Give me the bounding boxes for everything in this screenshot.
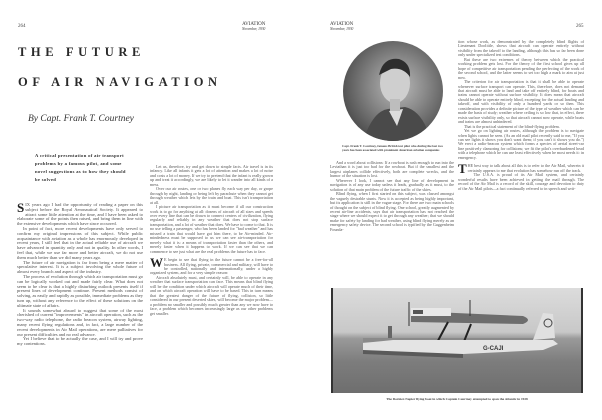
drop-cap: W — [150, 255, 163, 271]
paragraph: The future of air navigation is far from being a mere matter of speculative interest. It is a subject involving the whole future of almost every branch and aspect of the industry. — [17, 259, 143, 275]
article-title-line-1: THE FUTURE — [18, 45, 145, 59]
author-portrait — [343, 41, 443, 141]
masthead-date: November, 1930 — [242, 27, 266, 31]
left-column-1 — [17, 203, 143, 415]
paragraph: That is the practical statement of the blind-flying problem. — [464, 123, 560, 129]
paragraph: Yet I believe that to be actually the case, and I will try and prove my contentions. — [17, 336, 143, 347]
paragraph: The process of evolution through which air transportation must go can be logically worked out and made fairly clear. What does not seem to be clear is that a highly disturbing outlook presents itself if present lines of development continue. Present methods consist of solving, as easily and rapidly as possible, immediate problems as they turn up, without any reference to the effect of these solutions on the ultimate state of affairs. — [17, 273, 143, 308]
plane-caption: The Dornier-Napier flying boat in which Captain Courtney attempted to span the Atlantic in 1928 — [386, 397, 528, 401]
paragraph: Blind flying, when I first started on this subject, was classed amongst the vaguely desirable stunts. Now it is accepted as being highly important, but its application is still in the vague stage. For there are two main schools of thought on the subject of blind flying. One school, greatly augmented by recent air-line accidents, says that air transportation has not reached the stage where we should expect it to get through any weather; that we should make for safety by landing for bad weather, using blind flying merely as an emergency safety device. The second school is typified by the Guggenheim Founda- — [330, 191, 454, 232]
paragraph: In point of fact, more recent developments have only served to confirm my original impressions of this subject. While public acquaintance with aviation as a whole has enormously developed in recent years, I still feel that in the actual reliable use of aircraft we have advanced in quantity only and not in quality. In other words, I feel that, while we use far more and better aircraft, we do not use them much better than we did many years ago. — [17, 225, 143, 260]
page-number-right: 265 — [576, 24, 584, 29]
masthead-right — [330, 23, 353, 31]
paragraph: And a word about collisions: If a rowboat is rash enough to run into the Leviathan it is just too bad for the rowboat. But if the smallest and the largest airplanes collide effectively, both are complete wrecks, and the humor of the situation is lost. — [330, 161, 454, 179]
paragraph: IX years ago I had the opportunity of reading a paper on this subject before the Royal Aeronautical Society. It appeared to attract some little attention at the time, and I have been asked to elaborate some of the points then raised, and bring them in line with the extensive developments which have since occurred. — [17, 203, 143, 227]
drop-cap: T — [458, 161, 467, 177]
flying-boat-photo — [331, 288, 583, 393]
page-number-left: 264 — [18, 24, 26, 29]
paragraph: It sounds somewhat absurd to suggest that some of the most cherished of current "improvements" in aircraft operation, such as the two-way radio telephone, the radio beacon system, airway lighting, many recent flying regulations and, in fact, a large number of the recent developments in Air Mail operations, are mere palliatives for our present difficulties and no real advance. — [17, 307, 143, 337]
paragraph: Over our air routes, one or two planes fly each way per day, or grope through by night, landing or being left by parachute when they cannot get through weather which lets by the train and boat. This isn't transportation at all. — [150, 186, 273, 205]
article-intro: A critical presentation of air transport problems by a famous pilot, and some novel suggestions as to how they should be solved — [35, 153, 126, 182]
right-column-2 — [458, 40, 584, 255]
paragraph: Yet we go on lighting air routes, although the problem is to navigate when lights cannot be seen. (As an old mail pilot recently said to me, "If you can see lights it shows you don't want them; if you can't it shows you do.") We erect a radio-beacon system which forms a species of aerial street-car line positively clamoring for collisions; we fit the pilot's overburdened head with a telephone which he can use least effectively when he most needs it: in emergency. — [458, 128, 584, 160]
paragraph: HE best way to talk about all this is to refer to the Air Mail, wherein it certainly appears to me that evolution has somehow run off the track. — [467, 163, 584, 173]
article-title-line-2: OF AIR NAVIGATION — [18, 75, 222, 89]
masthead-date: November, 1930 — [330, 27, 354, 31]
paragraph: Aircraft absolutely must, and certainly will, be able to operate in any weather that surface transportation can face. This means that blind flying will be the condition under which aircraft will operate much of their time, and on which aircraft operation will have to be based. This in turn means that the greatest danger of the future of flying, collision, so little considered in our present deserted skies, will become the major problem—a problem no smaller and possibly much greater than any we now have to face, a problem which becomes increasingly large as our other problems get smaller. — [150, 274, 273, 316]
paragraph: Wherever I look, I cannot see that any line of development in navigation is of any use today unless it leads, gradually as it must, to the solution of that main problem of the future traffic of the skies. — [330, 177, 454, 192]
paragraph: tion whose work, as demonstrated by the completely blind flights of Lieutenant Doolittle, shows that aircraft can operate entirely without visibility from the takeoff to the landing, although this has so far been done only under specialized test conditions. — [458, 40, 584, 58]
masthead-name: AVIATION — [242, 22, 266, 27]
paragraph: I picture air transportation as it must become if all our construction work is to go for anything at all: dozens of aircraft of all sizes and speeds over every line that can be drawn to connect centers of civilization, flying regularly and reliably in any weather that does not stop surface transportation, and a lot of weather that does. We have to come to that. It is no use telling a passenger, who has been landed for "bad weather" and has missed a train that would have got him there, to be Air-minded. Air-mindedness must be supposed to us we can see air-transportation for merely what it is: a means of transportation faster than the others, and merely faster when it happens to work. If we can see that we can commence to see just what are the real problems the future has to face. — [150, 204, 273, 254]
right-column-1 — [330, 161, 454, 255]
paragraph: But these are two extremes of theory between which the practical working problem gets lost. For the theory of the first school gives up all hope of competitive air transportation pending the perfecting of the work of the second school, and the latter seems to set too high a mark to aim at just now. — [458, 56, 584, 80]
paragraph: The U.S.A. is proud of its Air Mail system, and certainly wonderful results have been achieved in getting the mail through. The record of the Air Mail is a record of the skill, courage and devotion to duty of the Air Mail pilots—a fact continually referred to in speech and writ- — [458, 172, 584, 191]
plane-registration: G-CAJI — [483, 346, 504, 352]
masthead-left — [242, 23, 265, 31]
byline: By Capt. Frank T. Courtney — [28, 114, 134, 124]
paragraph: E begin to see that flying in the future cannot be a free-for-all business. All flying, private, commercial and military, will have to be controlled, nationally and internationally, under a highly organized system, and for a very simple reason: — [150, 257, 273, 276]
portrait-caption: Capt. Frank T. Courtney, famous British test pilot who during the last two years has been associated with prominent American aviation companies — [342, 144, 443, 152]
left-column-2 — [150, 165, 273, 400]
paragraph: The criterion for air transportation is that it shall be able to operate whenever surface transport can operate. This, therefore, does not demand that aircraft must be able to land and take off entirely blind, for boats and trains cannot operate without surface visibility. It does mean that aircraft should be able to operate entirely blind, excepting for the actual landing and takeoff, and with visibility of only a hundred yards or so then. This consideration provides a definite picture of the type of weather which can be made the basis of study; weather where ceiling is so low that, in effect, there exists surface visibility only, so that aircraft cannot now operate, while boats and trains are almost unhindered. — [458, 79, 584, 125]
masthead-name: AVIATION — [330, 22, 354, 27]
drop-cap: S — [17, 203, 25, 215]
paragraph: Let us, therefore, try and get down to simple facts. Air travel is in its infancy. Like all infants it gets a lot of attention and makes a lot of noise and costs a lot of money. If we try to pretend that the infant is really grown up and treat it accordingly, we are likely to let it wander into all kinds of a mess. — [150, 165, 273, 187]
